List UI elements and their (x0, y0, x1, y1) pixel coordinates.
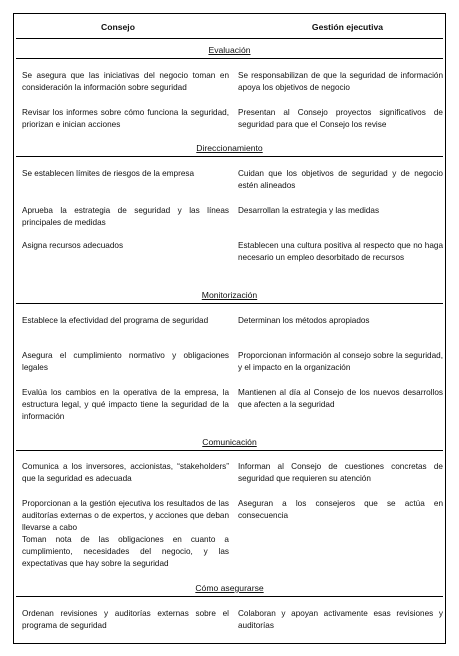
section-title-evaluacion: Evaluación (208, 45, 251, 55)
consejo-cell: Asegura el cumplimiento normativo y obligaciones legales (22, 351, 229, 373)
section-title-comunicacion: Comunicación (202, 437, 257, 447)
gestion-cell: Presentan al Consejo proyectos significativos de seguridad para que el Consejo los revise (238, 108, 443, 130)
consejo-cell: Ordenan revisiones y auditorías externas sobre el programa de seguridad (22, 609, 229, 631)
gestion-cell: Se responsabilizan de que la seguridad de información apoya los objetivos de negocio (238, 71, 443, 93)
gestion-cell: Establecen una cultura positiva al respecto que no haga necesario un empleo desorbitado de recursos (238, 241, 443, 263)
section-title-monitorizacion: Monitorización (201, 290, 258, 300)
consejo-cell: Evalúa los cambios en la operativa de la empresa, la estructura legal, y qué impacto tiene la seguridad de la información (22, 388, 229, 422)
section-title-como-asegurarse: Cómo asegurarse (195, 583, 264, 593)
consejo-cell: Proporcionan a la gestión ejecutiva los resultados de las auditorías externas o de expertos, y acciones que deban llevarse a cabo (22, 499, 229, 533)
column-header-consejo: Consejo (101, 22, 135, 32)
consejo-cell: Toman nota de las obligaciones en cuanto a cumplimiento, necesidades del negocio, y las expectativas que hay sobre la seguridad (22, 535, 229, 569)
header-divider (16, 38, 443, 39)
gestion-cell: Aseguran a los consejeros que se actúa en consecuencia (238, 499, 443, 521)
consejo-cell: Se asegura que las iniciativas del negocio toman en consideración la información sobre seguridad (22, 71, 229, 93)
gestion-cell: Determinan los métodos apropiados (238, 316, 370, 325)
gestion-cell: Cuidan que los objetivos de seguridad y de negocio estén alineados (238, 169, 443, 191)
consejo-cell: Revisar los informes sobre cómo funciona la seguridad, priorizan e inician acciones (22, 108, 229, 130)
gestion-cell: Desarrollan la estrategia y las medidas (238, 206, 380, 215)
consejo-cell: Asigna recursos adecuados (22, 241, 124, 250)
section-divider (16, 450, 443, 451)
section-divider (16, 596, 443, 597)
gestion-cell: Informan al Consejo de cuestiones concretas de seguridad que requieren su atención (238, 462, 443, 484)
section-divider (16, 156, 443, 157)
gestion-cell: Colaboran y apoyan activamente esas revisiones y auditorías (238, 609, 443, 631)
gestion-cell: Mantienen al día al Consejo de los nuevos desarrollos que afecten a la seguridad (238, 388, 443, 410)
consejo-cell: Se establecen límites de riesgos de la empresa (22, 169, 195, 178)
gestion-cell: Proporcionan información al consejo sobre la seguridad, y el impacto en la organización (238, 351, 443, 373)
section-divider (16, 303, 443, 304)
section-title-direccionamiento: Direccionamiento (196, 143, 263, 153)
consejo-cell: Comunica a los inversores, accionistas, “stakeholders” que la seguridad es adecuada (22, 462, 229, 484)
consejo-cell: Establece la efectividad del programa de seguridad (22, 316, 209, 325)
section-divider (16, 58, 443, 59)
consejo-cell: Aprueba la estrategia de seguridad y las líneas principales de medidas (22, 206, 229, 228)
column-header-gestion: Gestión ejecutiva (311, 22, 384, 32)
